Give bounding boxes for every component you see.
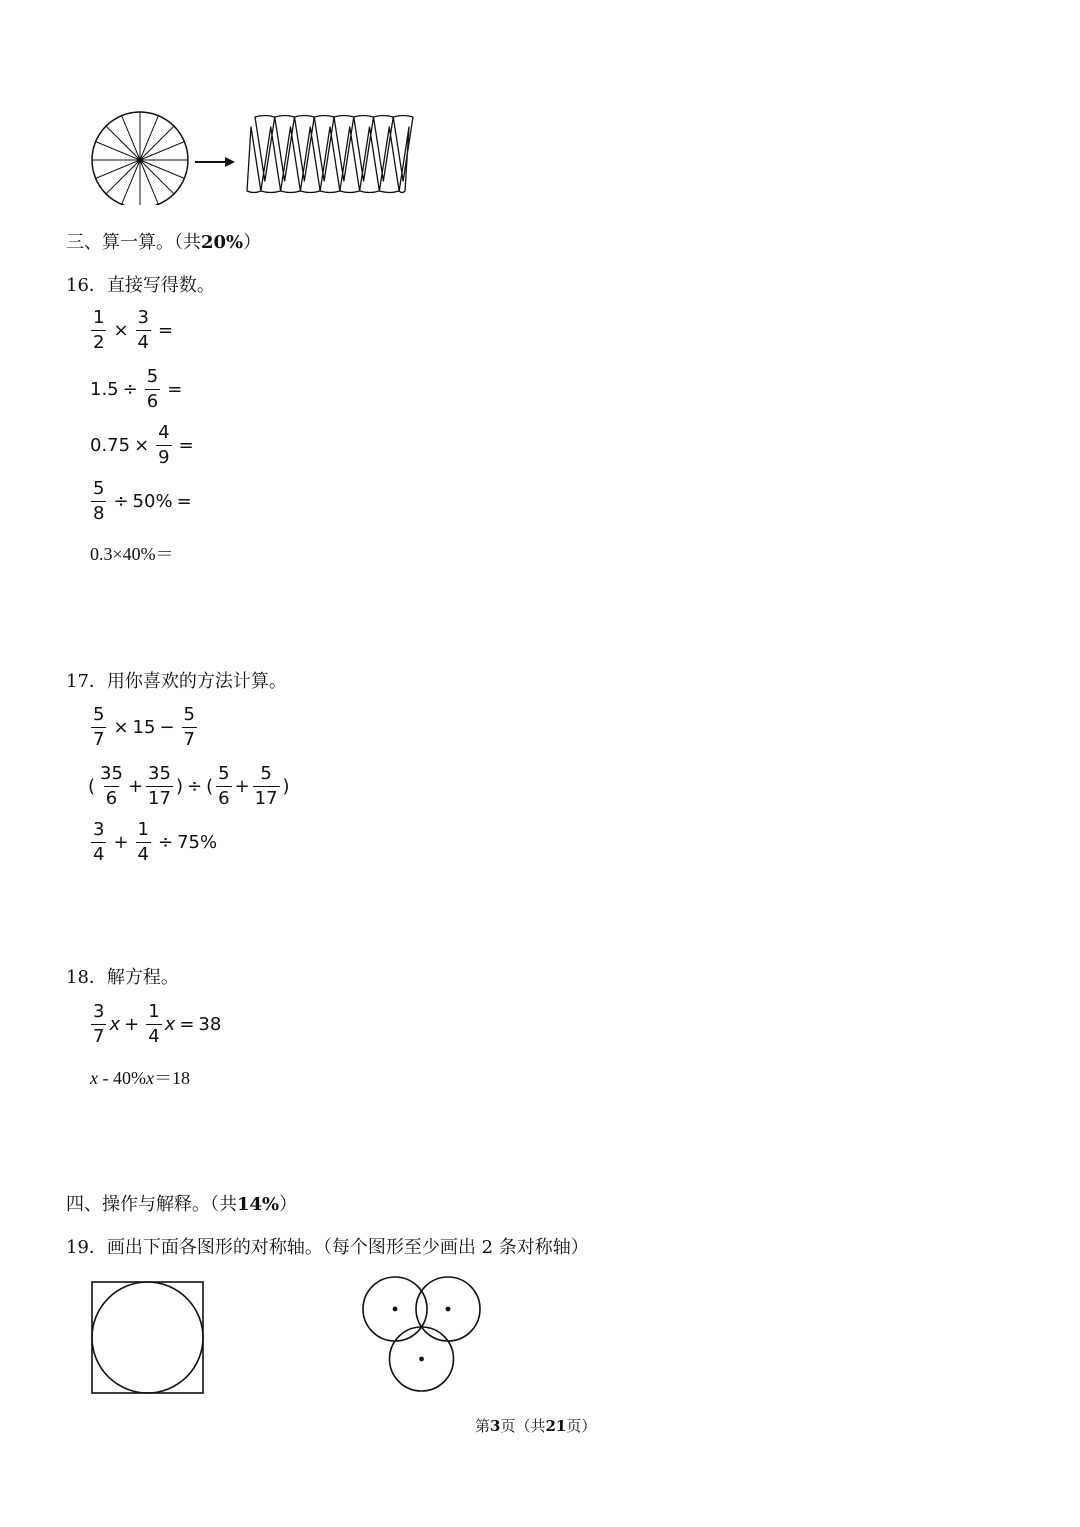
fraction: $\frac{5}{17}$ xyxy=(254,763,278,809)
fraction: $\frac{1}{4}$ xyxy=(148,1001,160,1047)
q16-title: 16．直接写得数。 xyxy=(66,275,215,296)
q17-title: 17．用你喜欢的方法计算。 xyxy=(66,671,287,692)
sector-circle xyxy=(92,112,188,205)
q16-item-2: 1.5 ÷ $\frac{5}{6}$ = xyxy=(90,366,183,412)
section-4-percent: 14% xyxy=(237,1194,280,1215)
section-3-close: ） xyxy=(243,232,262,253)
q18-title: 18．解方程。 xyxy=(66,967,179,988)
rearranged-sectors xyxy=(247,116,413,193)
fraction: $\frac{5}{8}$ xyxy=(93,478,105,524)
section-4-close: ） xyxy=(279,1194,298,1215)
fraction: $\frac{1}{4}$ xyxy=(137,819,149,865)
fraction: $\frac{35}{6}$ xyxy=(100,763,123,809)
section-4-heading xyxy=(66,1190,297,1216)
section-3-title: 三、算一算。（共 xyxy=(66,232,201,253)
fraction: $\frac{3}{7}$ xyxy=(93,1001,105,1047)
section-3-heading xyxy=(66,228,261,254)
square-with-inscribed-circle-figure xyxy=(88,1278,208,1398)
fraction: $\frac{35}{17}$ xyxy=(148,763,171,809)
fraction: $\frac{5}{6}$ xyxy=(146,366,159,412)
q16-item-1: $\frac{1}{2}$ × $\frac{3}{4}$ = xyxy=(93,307,174,353)
q19-title: 19．画出下面各图形的对称轴。（每个图形至少画出 2 条对称轴） xyxy=(66,1237,589,1258)
q18-item-2: x ‑ 40%x＝18 xyxy=(90,1068,190,1088)
page-footer: 第3页（共21页） xyxy=(475,1417,597,1435)
fraction: $\frac{3}{4}$ xyxy=(93,819,105,865)
fraction: $\frac{4}{9}$ xyxy=(158,422,170,468)
section-4-title: 四、操作与解释。（共 xyxy=(66,1194,237,1215)
q17-item-2: ( $\frac{35}{6}$ + $\frac{35}{17}$ ) ÷ ( $\frac{5}{6}$ + $\frac{5}{17}$ ) xyxy=(88,763,290,809)
q17-item-3: $\frac{3}{4}$ + $\frac{1}{4}$ ÷ 75% xyxy=(93,819,218,865)
q16-item-3: 0.75 × $\frac{4}{9}$ = xyxy=(90,422,194,468)
q18-item-1: $\frac{3}{7}$ x + $\frac{1}{4}$ x = 38 xyxy=(93,1001,222,1047)
fraction: $\frac{3}{4}$ xyxy=(137,307,149,353)
fraction: $\frac{1}{2}$ xyxy=(93,307,105,353)
three-circles-figure xyxy=(358,1272,488,1396)
circle-rearrangement-figure xyxy=(85,105,415,205)
fraction: $\frac{5}{7}$ xyxy=(183,704,195,750)
section-3-percent: 20% xyxy=(201,232,244,253)
q17-item-1: $\frac{5}{7}$ × 15 − $\frac{5}{7}$ xyxy=(93,704,195,750)
arrow-icon xyxy=(195,157,235,167)
fraction: $\frac{5}{6}$ xyxy=(218,763,230,809)
fraction: $\frac{5}{7}$ xyxy=(93,704,105,750)
q16-item-5: 0.3×40%＝ xyxy=(90,544,174,564)
q16-item-4: $\frac{5}{8}$ ÷ 50% = xyxy=(93,478,192,524)
